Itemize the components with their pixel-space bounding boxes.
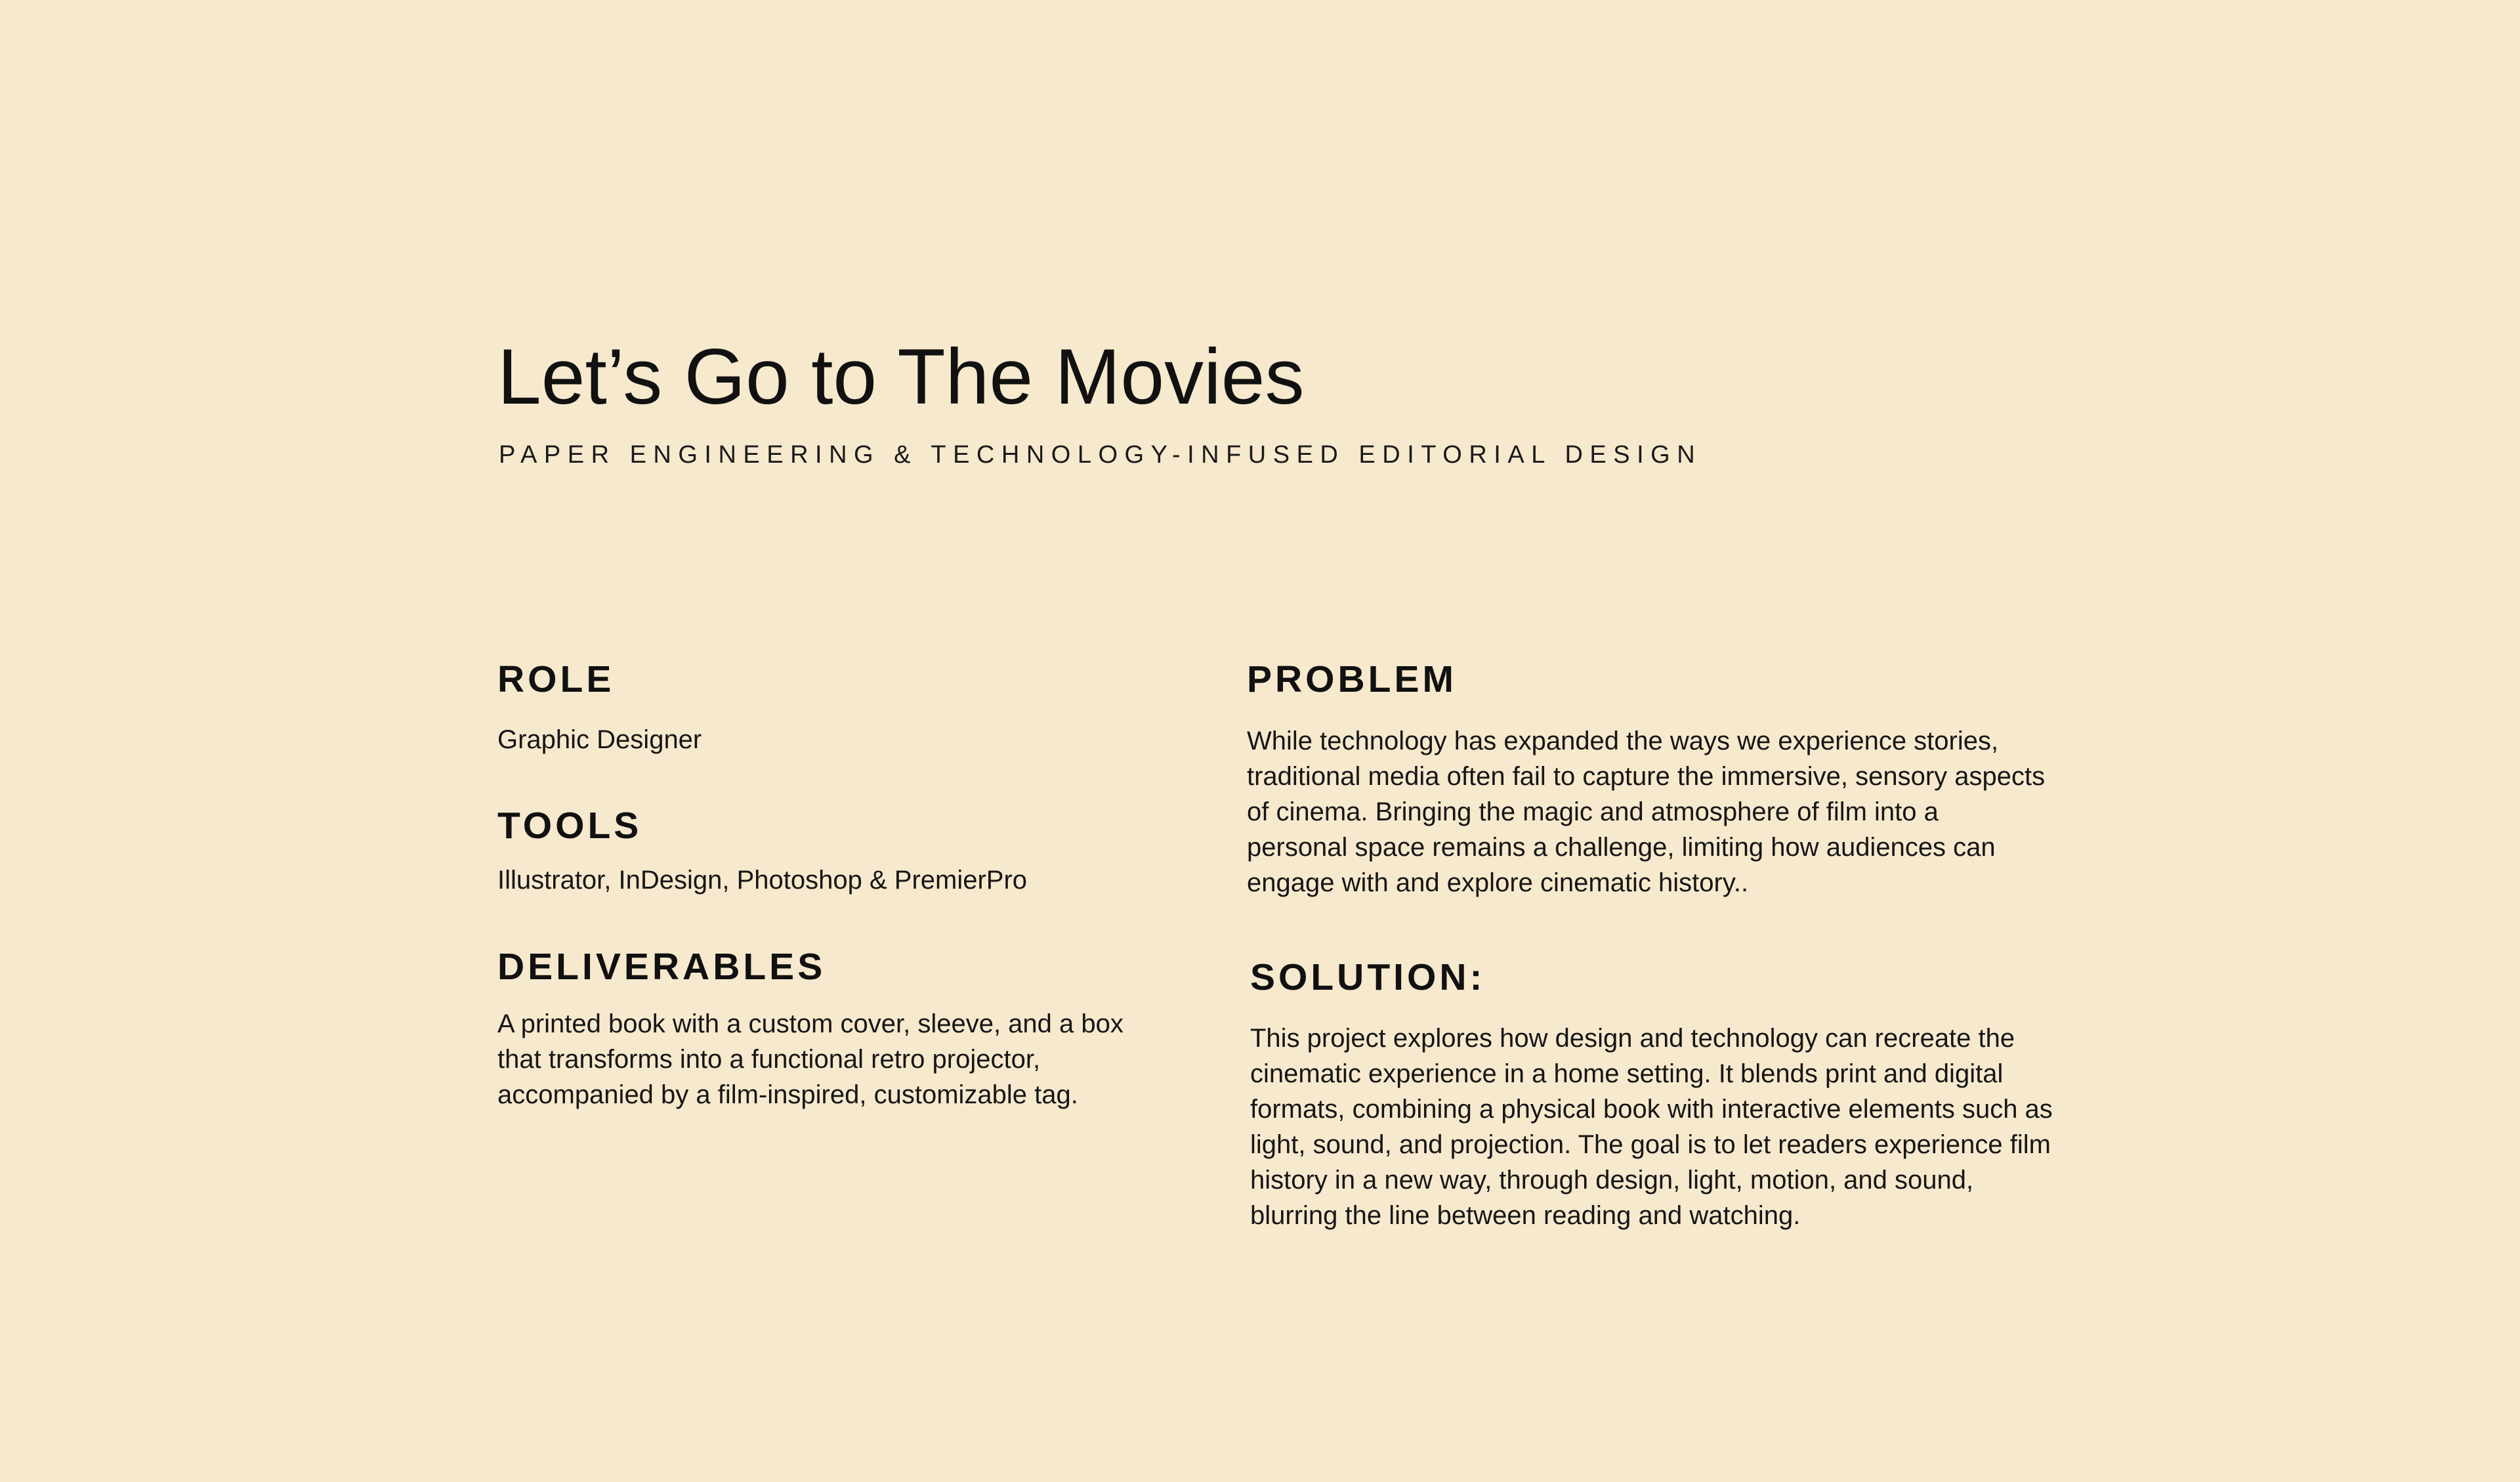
problem-value: While technology has expanded the ways we experience stories, traditional media often fail to capture the immersive, sensory aspects of cinema. Bringing the magic and atmosphere of film into a personal space remains a challenge, limiting how audiences can engage with and explore cinematic history..: [1247, 727, 2046, 897]
solution-heading: SOLUTION:: [1250, 956, 1486, 998]
tools-heading: TOOLS: [497, 805, 642, 847]
deliverables-value: A printed book with a custom cover, sleeve, and a box that transforms into a functional retro projector, accompanied by a film-inspired, customizable tag.: [497, 1009, 1124, 1109]
deliverables-heading: DELIVERABLES: [497, 946, 826, 988]
solution-value: This project explores how design and technology can recreate the cinematic experience in a home setting. It blends print and digital formats, combining a physical book with interactive elements such as light, sound, and projection. The goal is to let readers experience film history in a new way, through design, light, motion, and sound, blurring the line between reading and watching.: [1250, 1024, 2053, 1230]
problem-heading: PROBLEM: [1247, 658, 1457, 700]
role-value: Graphic Designer: [497, 725, 702, 754]
page-subtitle: PAPER ENGINEERING & TECHNOLOGY-INFUSED EDITORIAL DESIGN: [499, 441, 1702, 469]
tools-value: Illustrator, InDesign, Photoshop & PremierPro: [497, 866, 1028, 895]
role-heading: ROLE: [497, 658, 615, 700]
page-title: Let’s Go to The Movies: [497, 333, 1305, 421]
